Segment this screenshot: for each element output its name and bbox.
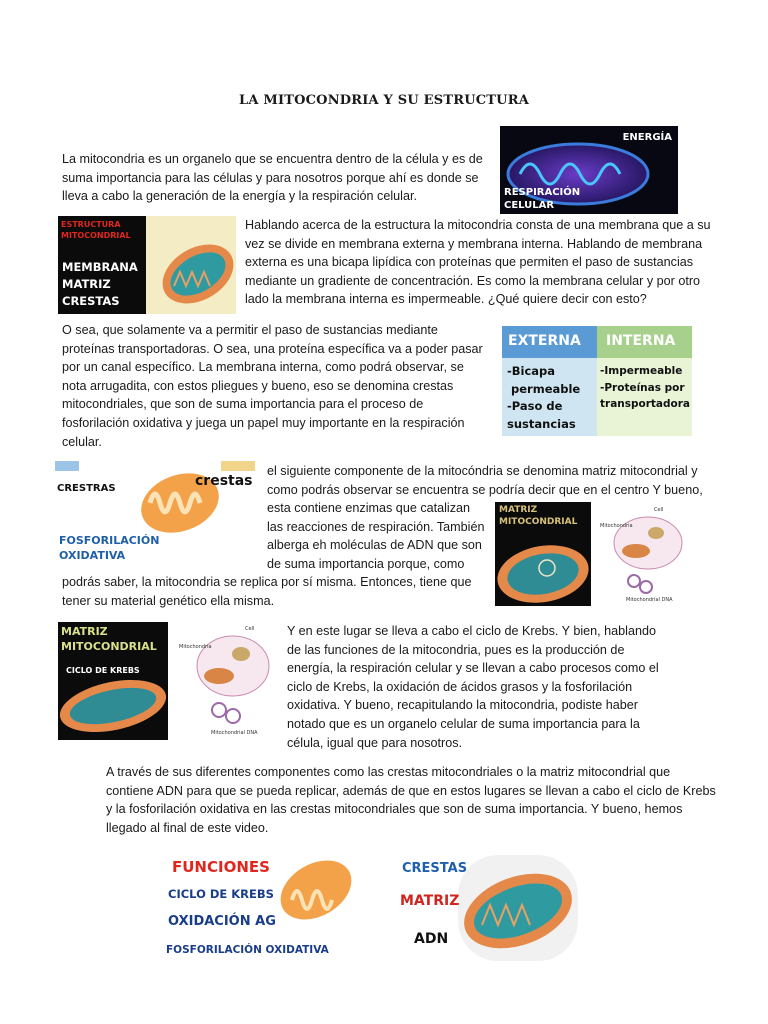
paragraph-intro: La mitocondria es un organelo que se encuentra dentro de la célula y es de suma importancia para las células y para nosotros porque ahí es donde se lleva a cabo la generación de la energía y la respiración celular. — [62, 152, 483, 204]
matriz-label: MATRIZ MITOCONDRIAL — [499, 505, 578, 527]
krebs-diagram — [58, 678, 168, 740]
mitochondria-diagram — [146, 216, 236, 314]
estructura-items: MEMBRANA MATRIZ CRESTAS — [62, 260, 138, 308]
interna-list: -Impermeable -Proteínas por transportadora — [600, 365, 691, 410]
resumen-image: CRESTAS MATRIZ ADN — [398, 855, 578, 961]
krebs-image — [58, 622, 168, 740]
cell-diagram — [596, 505, 686, 605]
mitochondria-icon — [274, 854, 358, 926]
krebs-heading: MATRIZ MITOCONDRIAL — [61, 625, 157, 653]
paragraph-structure: Hablando acerca de la estructura la mitocondria consta de una membrana que a su vez se divide en membrana externa y membrana interna. Hablando de membrana externa es una bicapa lipídica con proteínas que permiten el paso de sustancias mediante un gradiente de concentración. Es como la membrana celular y por otro lado la membrana interna es impermeable. ¿Qué quiere decir con esto? — [245, 218, 711, 307]
estructura-heading: ESTRUCTURA MITOCONDRIAL — [61, 220, 131, 240]
cell-diagram-2 — [175, 622, 273, 740]
funciones-heading: FUNCIONES — [172, 858, 270, 876]
fosforilacion-label: FOSFORILACIÓN OXIDATIVA — [59, 534, 160, 562]
externa-list: -Bicapa permeable -Paso de sustancias — [507, 364, 581, 431]
krebs-label: CICLO DE KREBS — [66, 666, 140, 675]
membranas-table — [502, 326, 692, 436]
paragraph-matrix-a: el siguiente componente de la mitocóndria se denomina matriz mitocondrial y como podrás observar se encuentra se podría decir que en el centro Y bueno, — [267, 464, 703, 497]
paragraph-cristae: O sea, que solamente va a permitir el paso de sustancias mediante proteínas transportadoras. O sea, una proteína específica va a poder pasar por un canal específico. La membrana interna, como podrá observar, se nota arrugadita, con estos pliegues y bueno, eso se denomina crestas mitocondriales, que son de suma importancia para el proceso de fosforilación oxidativa y juega un papel muy importante en la respiración celular. — [62, 323, 483, 449]
crestas-label: crestas — [195, 473, 253, 489]
mitochondria-labeled-diagram — [458, 863, 576, 955]
matriz-image — [495, 502, 591, 606]
page-title: LA MITOCONDRIA Y SU ESTRUCTURA — [239, 93, 529, 108]
crestras-label: CRESTRAS — [57, 483, 116, 494]
matrix-diagram — [495, 532, 591, 606]
externa-heading: EXTERNA — [508, 333, 581, 349]
energia-label: ENERGÍA — [622, 132, 672, 143]
interna-heading: INTERNA — [606, 333, 676, 349]
funciones-image: FUNCIONES CICLO DE KREBS OXIDACIÓN AG FOSFORILACIÓN OXIDATIVA — [162, 852, 358, 962]
crestas-image — [55, 461, 255, 567]
energia-image — [500, 126, 678, 214]
paragraph-summary: A través de sus diferentes componentes como las crestas mitocondriales o la matriz mitocondrial que contiene ADN para que se pueda replicar, además de que en estos lugares se llevan a cabo el ciclo de Krebs y la fosforilación oxidativa en las crestas mitocondriales que son de suma importancia. Y bueno, hemos llegado al final de este video. — [106, 765, 716, 835]
paragraph-matrix-b: esta contiene enzimas que catalizan las reacciones de respiración. También alberga eh moléculas de ADN que son de suma importancia porque, como — [267, 501, 485, 571]
cell-image: Cell Mitochondria Mitochondrial DNA — [596, 505, 686, 605]
cell-image-2: Cell Mitochondria Mitochondrial DNA — [175, 622, 273, 740]
paragraph-matrix-c: podrás saber, la mitocondria se replica por sí misma. Entonces, tiene que tener su material genético ella misma. — [62, 575, 472, 608]
respiracion-label: RESPIRACIÓN CELULAR — [504, 187, 581, 211]
estructura-image — [58, 216, 236, 314]
paragraph-functions: Y en este lugar se lleva a cabo el ciclo de Krebs. Y bien, hablando de las funciones de la mitocondria, pues es la producción de energía, la respiración celular y se llevan a cabo procesos como el ciclo de Krebs, la oxidación de ácidos grasos y la fosforilación oxidativa. Y bueno, recapitulando la mitocondria, podiste haber notado que es un organelo celular de suma importancia para la célula, igual que para nosotros. — [287, 624, 659, 750]
